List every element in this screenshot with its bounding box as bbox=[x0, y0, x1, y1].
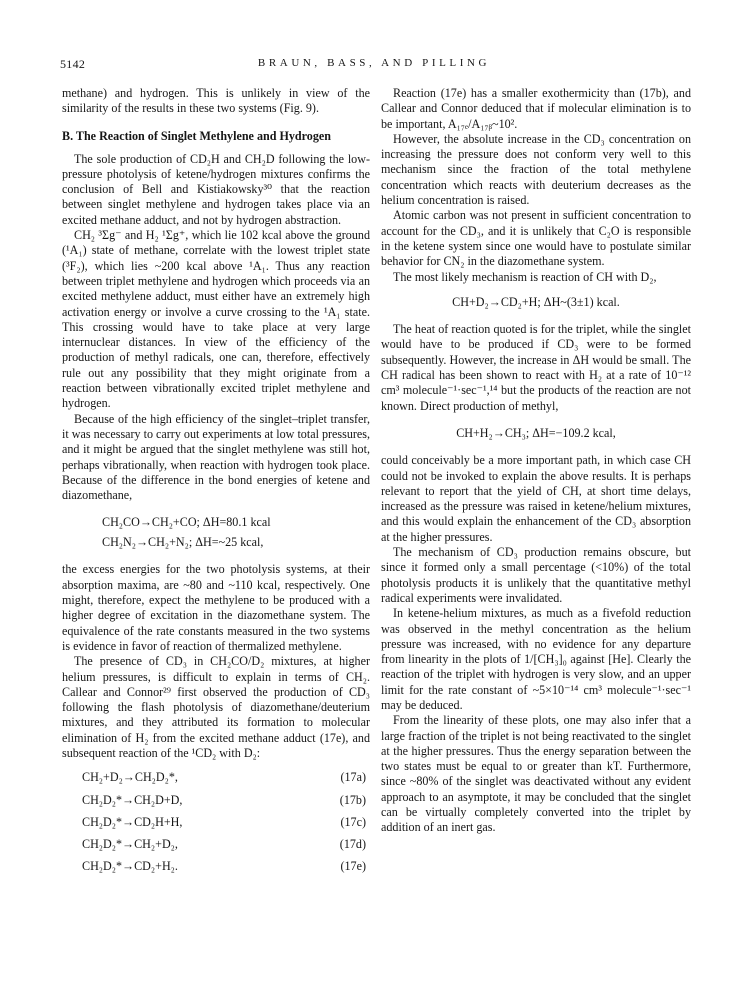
paragraph: methane) and hydrogen. This is unlikely in view of the similarity of the results in these two systems (Fig. 9). bbox=[62, 86, 370, 116]
section-heading: B. The Reaction of Singlet Methylene and Hydrogen bbox=[62, 128, 331, 143]
reaction-label: (17e) bbox=[340, 859, 366, 874]
equation-pair bbox=[62, 512, 370, 552]
reaction-equation: CH₂D₂*→CH₂+D₂, bbox=[82, 837, 178, 852]
reaction-list bbox=[62, 770, 370, 874]
reaction-row bbox=[62, 793, 370, 808]
paragraph: Reaction (17e) has a smaller exothermicity than (17b), and Callear and Connor deduced that if molecular elimination is to be important, A₁₇ₑ/A₁₇ᵦ~10². bbox=[381, 86, 691, 131]
paragraph: From the linearity of these plots, one may also infer that a large fraction of the triplet is not being reactivated to the singlet at the higher pressures. Thus the energy separation between the two states must be equal to or greater than kT. Furthermore, since ~80% of the singlet was deactivated without any evident approach to an asymptote, it may be concluded that the singlet can be virtually completely converted into the triplet by addition of an inert gas. bbox=[381, 713, 691, 835]
reaction-equation: CH₂D₂*→CD₂+H₂. bbox=[82, 859, 178, 874]
reaction-label: (17a) bbox=[340, 770, 366, 785]
reaction-row bbox=[62, 815, 370, 830]
paragraph: The sole production of CD₂H and CH₂D following the low-pressure photolysis of ketene/hydrogen mixtures confirms the conclusion of Bell and Kistiakowsky³⁰ that the reaction between singlet methylene and hydrogen takes place via an excited methane adduct, and not by hydrogen abstraction. bbox=[62, 151, 370, 227]
paragraph: The mechanism of CD₃ production remains obscure, but since it formed only a small percentage (<10%) of the total photolysis products it is unlikely that the quantitative methyl radical experiments were invalidated. bbox=[381, 545, 691, 605]
reaction-row bbox=[62, 837, 370, 852]
left-column bbox=[62, 86, 370, 885]
paragraph: The most likely mechanism is reaction of CH with D₂, bbox=[393, 269, 657, 284]
reaction-row bbox=[62, 859, 370, 874]
paragraph: The heat of reaction quoted is for the triplet, while the singlet would have to be produced if CD₃ were to be formed subsequently. However, the increase in ΔH would be small. The CH radical has been shown to react with H₂ at a rate of 10⁻¹² cm³ molecule⁻¹·sec⁻¹,¹⁴ but the products of the reaction are not known. Direct production of methyl, bbox=[381, 322, 691, 413]
equation-ketene: CH₂CO→CH₂+CO; ΔH=80.1 kcal bbox=[102, 515, 271, 530]
paragraph: the excess energies for the two photolysis systems, at their absorption maxima, are ~80 and ~110 kcal, respectively. One might, therefore, expect the methylene to be produced with a higher degree of excitation in the diazomethane system. The equivalence of the rate constants measured in the two systems is evidence in favor of reaction of thermalized methylene. bbox=[62, 562, 370, 653]
reaction-row bbox=[62, 770, 370, 785]
paragraph: In ketene-helium mixtures, as much as a fivefold reduction was observed in the methyl concentration as the helium pressure was increased, with no evidence for any departure from linearity in the plots of 1/[CH₃]₀ against [He]. Clearly the reaction of the triplet with hydrogen is very slow, and an upper limit for the rate constant of ~5×10⁻¹⁴ cm³ molecule⁻¹·sec⁻¹ may be deduced. bbox=[381, 606, 691, 712]
running-head: BRAUN, BASS, AND PILLING bbox=[257, 57, 491, 69]
paragraph: However, the absolute increase in the CD₃ concentration on increasing the pressure does not conform very well to this mechanism since the fraction of the total methylene concentration which reacts with deuterium decreases as the helium concentration is raised. bbox=[381, 131, 691, 208]
reaction-label: (17d) bbox=[339, 837, 366, 852]
reaction-label: (17b) bbox=[339, 792, 366, 807]
reaction-equation: CH₂+D₂→CH₂D₂*, bbox=[82, 770, 178, 785]
paragraph: Because of the high efficiency of the singlet–triplet transfer, it was necessary to carry out experiments at low total pressures, and it might be argued that the singlet methylene was still hot, perhaps vibrationally, when reaction with hydrogen took place. Because of the difference in the bond energies of ketene and diazomethane, bbox=[62, 411, 370, 503]
reaction-equation: CH₂D₂*→CD₂H+H, bbox=[82, 814, 183, 829]
page-number: 5142 bbox=[60, 57, 86, 71]
paragraph: CH₂ ³Σg⁻ and H₂ ¹Σg⁺, which lie 102 kcal above the ground (¹A₁) state of methane, correlate with the lowest triplet state (³F₂), which lies ~200 kcal above ¹A₁. Thus any reaction between triplet methylene and hydrogen which proceeds via an excited methylene adduct, must either have an extremely high activation energy or involve a curve crossing to the ¹A₁ state. This crossing would have to take place at very large internuclear distances. In view of the efficiency of the production of methyl radicals, one can, therefore, effectively rule out any possibility that they might originate from a reaction between vibrationally excited triplet methylene and hydrogen. bbox=[62, 228, 370, 411]
reaction-label: (17c) bbox=[340, 814, 366, 829]
paragraph: could conceivably be a more important path, in which case CH could not be invoked to explain the above results. It is perhaps relevant to report that the yield of CH, at short time delays, increased as the pressure was raised in ketene/helium mixtures, and this would explain the enhancement of the CD₃ absorption at the higher pressures. bbox=[381, 453, 691, 544]
reaction-equation: CH₂D₂*→CH₂D+D, bbox=[82, 792, 183, 807]
equation-ch-h2: CH+H₂→CH₃; ΔH=−109.2 kcal, bbox=[456, 425, 616, 440]
paragraph: Atomic carbon was not present in sufficient concentration to account for the CD₃, and it is unlikely that C₂O is responsible in the ketene system since one would have to postulate similar behavior for CN₂ in the diazomethane system. bbox=[381, 208, 691, 269]
equation-diazomethane: CH₂N₂→CH₂+N₂; ΔH=~25 kcal, bbox=[102, 535, 264, 550]
equation-ch-d2: CH+D₂→CD₂+H; ΔH~(3±1) kcal. bbox=[452, 294, 620, 309]
paragraph: The presence of CD₃ in CH₂CO/D₂ mixtures, at higher helium pressures, is difficult to explain in terms of CH₂. Callear and Connor²⁹ first observed the production of CD₃ following the flash photolysis of diazomethane/deuterium mixtures, and they attributed its formation to molecular elimination of H₂ from the excited methane adduct (17e), and subsequent reaction of the ¹CD₂ with D₂: bbox=[62, 654, 370, 760]
right-column bbox=[381, 86, 691, 836]
